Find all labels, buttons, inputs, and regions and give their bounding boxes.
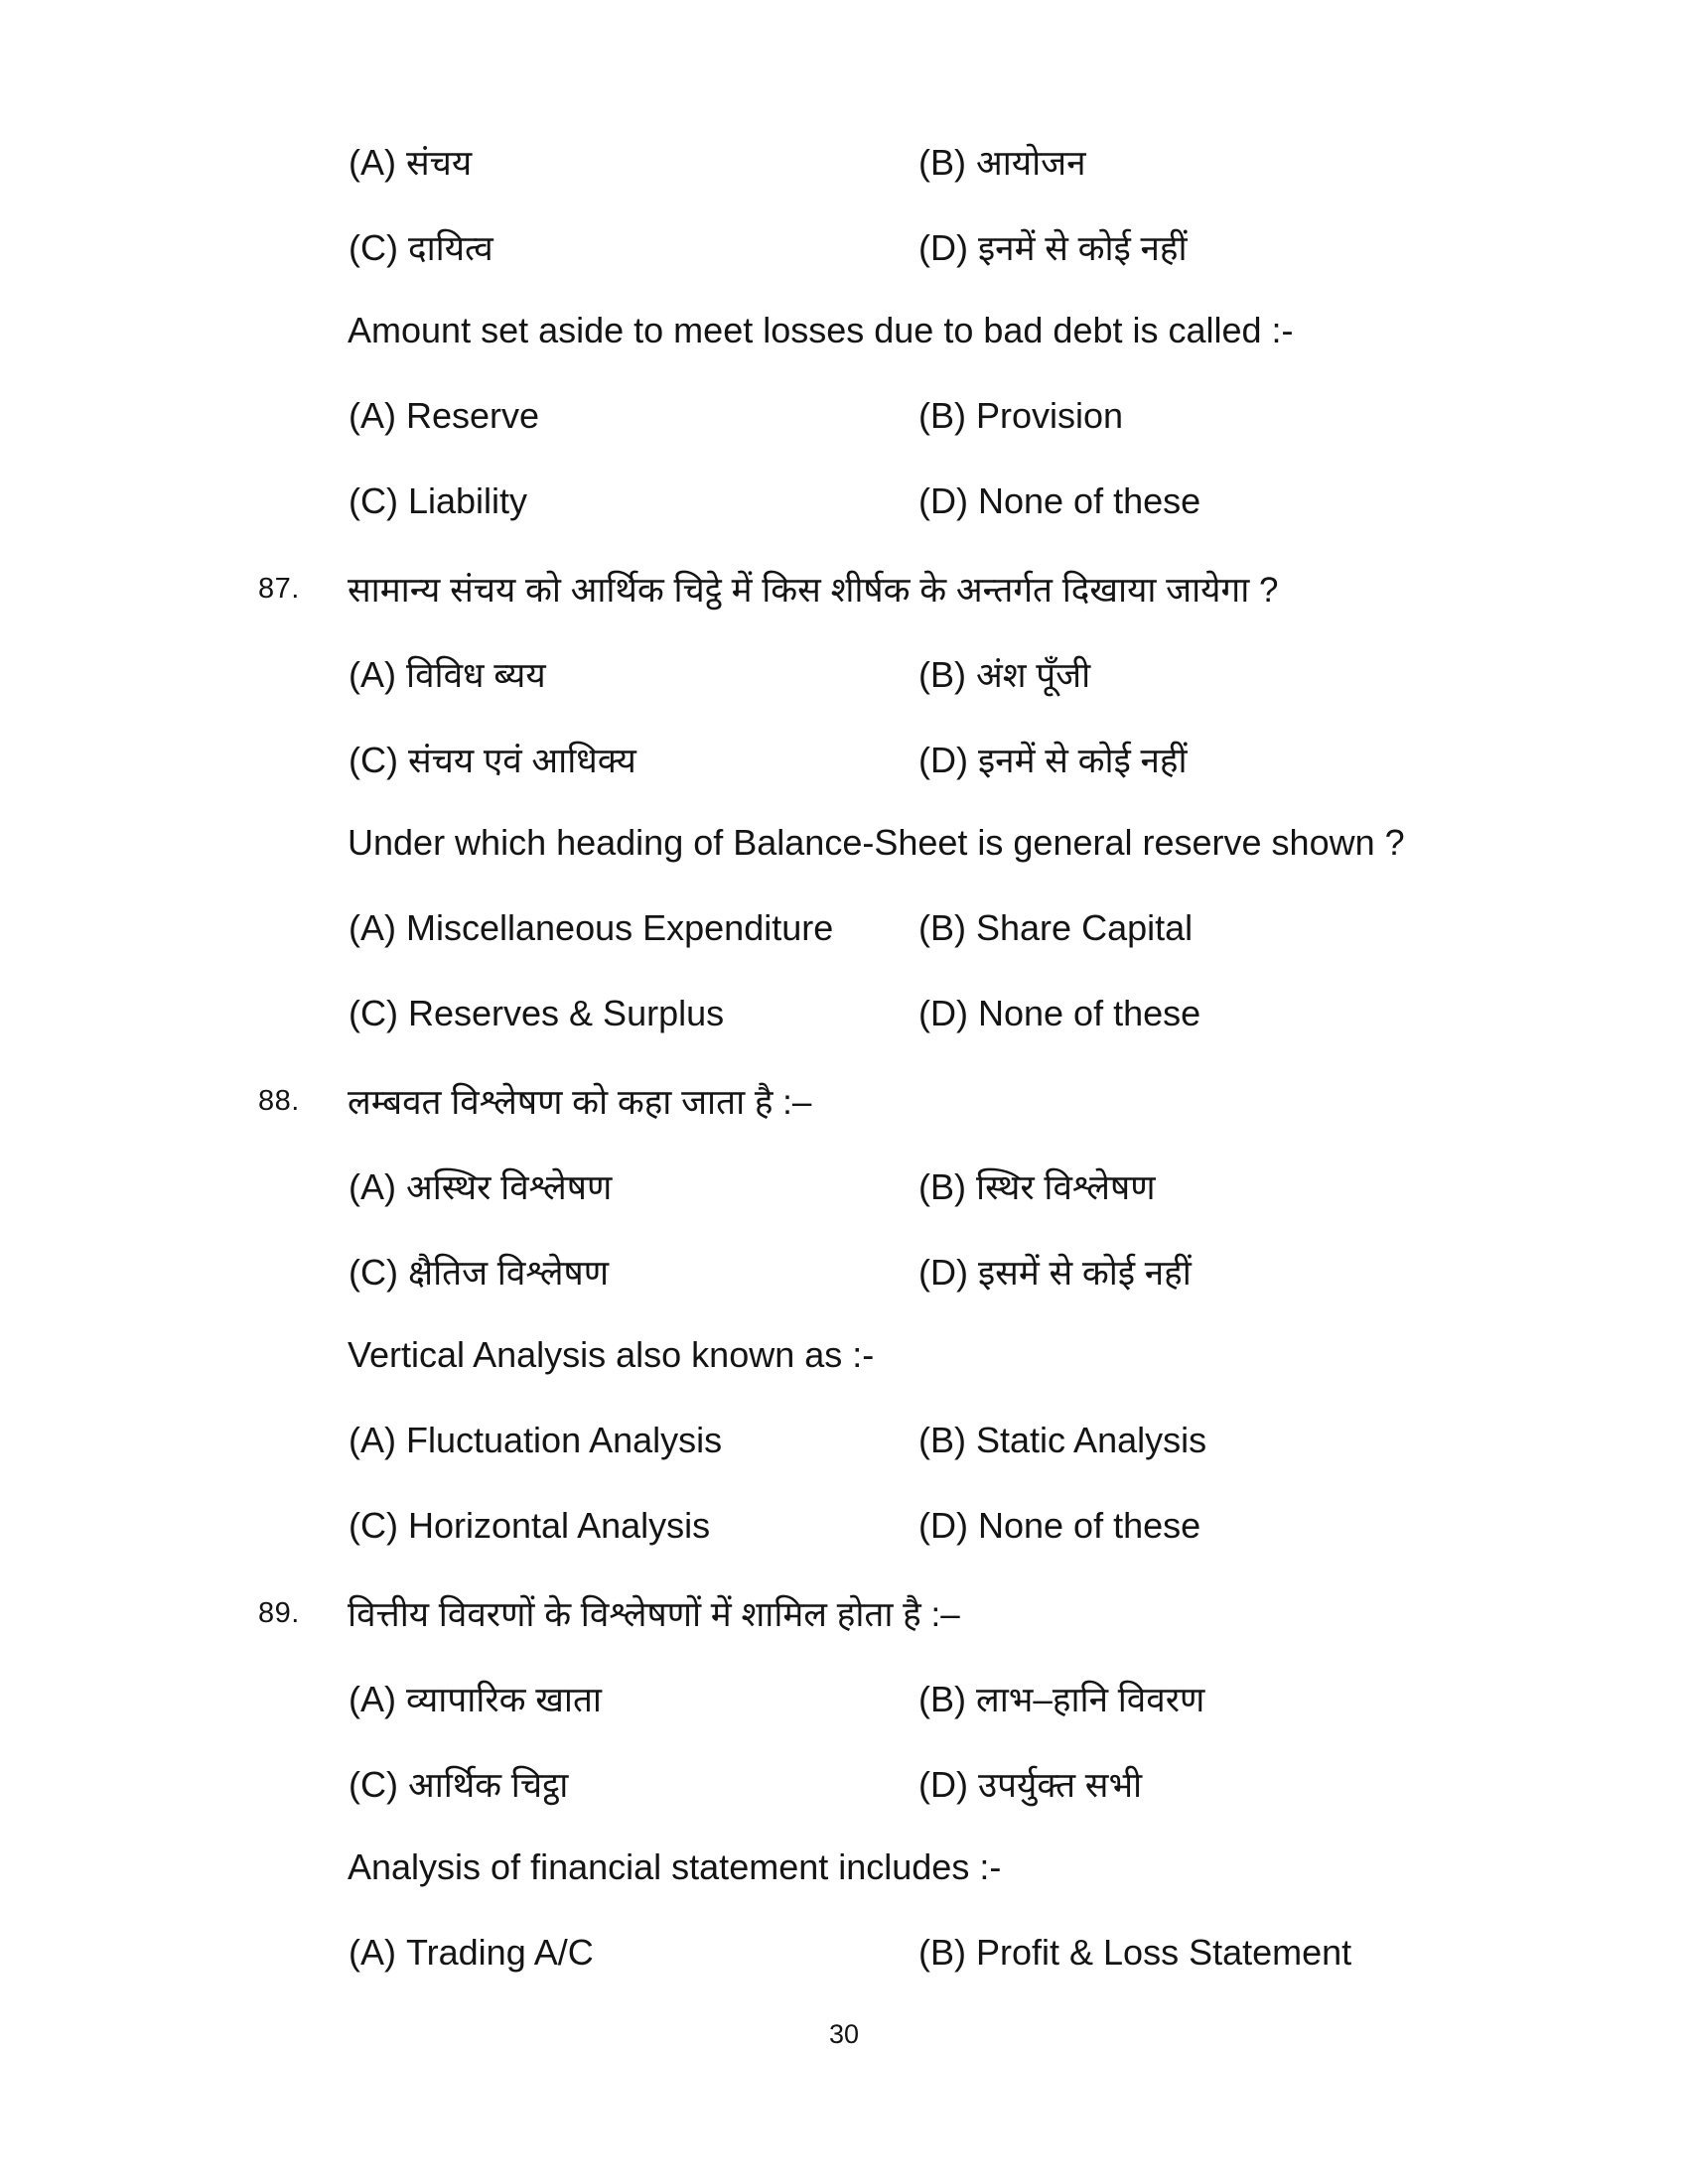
option-b-label: (B) — [918, 395, 966, 436]
option-c-text: Reserves & Surplus — [407, 993, 725, 1033]
option-b-label: (B) — [918, 1679, 966, 1719]
option-a-label: (A) — [349, 1679, 396, 1719]
english-option-row-ab — [0, 907, 1688, 993]
option-a-label: (A) — [349, 1166, 396, 1207]
option-d-text: इनमें से कोई नहीं — [977, 229, 1188, 268]
english-option-row-ab — [0, 1420, 1688, 1505]
option-d-text: None of these — [977, 993, 1201, 1033]
option-d — [918, 993, 1200, 1034]
option-a-label: (A) — [349, 1420, 396, 1460]
question-89-block — [0, 1590, 1688, 2017]
english-option-row-cd — [0, 480, 1688, 566]
option-d — [918, 1249, 1192, 1296]
english-question-row — [0, 1846, 1688, 1932]
option-c-text: दायित्व — [407, 229, 493, 268]
option-a — [349, 395, 539, 437]
hindi-option-row-cd — [0, 737, 1688, 822]
english-question-row — [0, 310, 1688, 395]
option-b — [918, 907, 1193, 949]
hindi-option-row-ab — [0, 1163, 1688, 1249]
option-d-text: उपर्युक्त सभी — [977, 1766, 1143, 1805]
option-b — [918, 395, 1123, 437]
option-a — [349, 907, 833, 949]
option-b-label: (B) — [918, 142, 966, 183]
english-option-row-cd — [0, 993, 1688, 1078]
option-a-label: (A) — [349, 142, 396, 183]
option-c — [349, 737, 636, 783]
option-b — [918, 139, 1086, 186]
option-a-text: संचय — [406, 144, 473, 183]
page-content — [0, 139, 1688, 2017]
option-b-text: आयोजन — [976, 144, 1086, 183]
hindi-option-row-ab — [0, 139, 1688, 224]
option-c-text: आर्थिक चिट्ठा — [407, 1766, 569, 1805]
option-a-text: अस्थिर विश्लेषण — [406, 1168, 613, 1207]
english-option-row-ab — [0, 395, 1688, 480]
question-text-english: Under which heading of Balance-Sheet is general reserve shown ? — [348, 822, 1405, 863]
english-option-row-cd — [0, 1505, 1688, 1590]
option-b-text: Static Analysis — [976, 1420, 1207, 1460]
option-c — [349, 1249, 609, 1296]
option-c-label: (C) — [349, 1505, 398, 1546]
option-b-text: अंश पूँजी — [976, 656, 1091, 695]
option-a-text: Miscellaneous Expenditure — [406, 907, 834, 948]
question-text-english: Analysis of financial statement includes :- — [348, 1846, 1002, 1887]
english-option-row-ab — [0, 1932, 1688, 2017]
option-b-label: (B) — [918, 1420, 966, 1460]
option-d-text: None of these — [977, 1505, 1201, 1546]
option-d-label: (D) — [918, 227, 968, 268]
option-d — [918, 480, 1200, 522]
option-a — [349, 1676, 602, 1722]
question-88-block — [0, 1078, 1688, 1590]
option-b-label: (B) — [918, 907, 966, 948]
question-text-english: Amount set aside to meet losses due to bad debt is called :- — [348, 310, 1294, 350]
option-d — [918, 1505, 1200, 1547]
option-b — [918, 1163, 1156, 1210]
question-87-block — [0, 566, 1688, 1078]
option-d-text: इनमें से कोई नहीं — [977, 742, 1188, 780]
option-c-label: (C) — [349, 740, 398, 780]
option-d-label: (D) — [918, 740, 968, 780]
option-c-label: (C) — [349, 993, 398, 1033]
hindi-option-row-cd — [0, 224, 1688, 310]
question-text-hindi: सामान्य संचय को आर्थिक चिट्ठे में किस शीर्षक के अन्तर्गत दिखाया जायेगा ? — [348, 571, 1279, 610]
option-a-label: (A) — [349, 1932, 396, 1973]
option-c-label: (C) — [349, 1252, 398, 1293]
option-c — [349, 1505, 710, 1547]
option-d-text: इसमें से कोई नहीं — [977, 1254, 1192, 1293]
english-question-row — [0, 822, 1688, 907]
hindi-option-row-ab — [0, 1676, 1688, 1761]
question-number: 88. — [258, 1085, 300, 1117]
option-a-text: व्यापारिक खाता — [406, 1681, 602, 1719]
option-b-text: Provision — [976, 395, 1124, 436]
option-b-label: (B) — [918, 1932, 966, 1973]
option-d — [918, 1761, 1142, 1808]
option-c-text: क्षैतिज विश्लेषण — [407, 1254, 609, 1293]
option-a-text: विविध ब्यय — [406, 656, 546, 695]
option-c-text: Horizontal Analysis — [407, 1505, 711, 1546]
option-c — [349, 224, 493, 271]
option-a — [349, 651, 546, 698]
option-c-label: (C) — [349, 227, 398, 268]
option-d-label: (D) — [918, 993, 968, 1033]
option-d-text: None of these — [977, 480, 1201, 521]
option-d — [918, 737, 1188, 783]
option-b-text: Share Capital — [976, 907, 1194, 948]
option-c-text: Liability — [407, 480, 528, 521]
question-text-hindi: लम्बवत विश्लेषण को कहा जाता है :– — [348, 1083, 812, 1122]
option-c-text: संचय एवं आधिक्य — [407, 742, 636, 780]
option-c — [349, 993, 724, 1034]
option-d-label: (D) — [918, 1252, 968, 1293]
option-b-text: Profit & Loss Statement — [976, 1932, 1352, 1973]
question-text-hindi: वित्तीय विवरणों के विश्लेषणों में शामिल होता है :– — [348, 1595, 960, 1634]
page-number: 30 — [828, 2019, 860, 2049]
option-b — [918, 1676, 1204, 1722]
option-b-label: (B) — [918, 1166, 966, 1207]
english-question-row — [0, 1334, 1688, 1420]
option-a — [349, 139, 472, 186]
option-a — [349, 1420, 722, 1461]
page-footer — [0, 2019, 1688, 2050]
option-d — [918, 224, 1188, 271]
question-number: 87. — [258, 573, 300, 605]
option-a-text: Trading A/C — [406, 1932, 594, 1973]
option-a — [349, 1932, 594, 1974]
option-c-label: (C) — [349, 1764, 398, 1805]
question-number: 89. — [258, 1597, 300, 1629]
question-86-block — [0, 139, 1688, 566]
hindi-question-row — [0, 1590, 1688, 1676]
option-b-text: लाभ–हानि विवरण — [976, 1681, 1205, 1719]
option-c-label: (C) — [349, 480, 398, 521]
option-d-label: (D) — [918, 480, 968, 521]
option-b — [918, 651, 1090, 698]
option-c — [349, 480, 527, 522]
option-b — [918, 1932, 1351, 1974]
hindi-option-row-cd — [0, 1249, 1688, 1334]
option-a-label: (A) — [349, 654, 396, 695]
option-c — [349, 1761, 568, 1808]
option-a-text: Fluctuation Analysis — [406, 1420, 723, 1460]
hindi-option-row-ab — [0, 651, 1688, 737]
option-a-text: Reserve — [406, 395, 540, 436]
option-a — [349, 1163, 612, 1210]
hindi-question-row — [0, 566, 1688, 651]
option-b-label: (B) — [918, 654, 966, 695]
option-a-label: (A) — [349, 395, 396, 436]
hindi-option-row-cd — [0, 1761, 1688, 1846]
question-text-english: Vertical Analysis also known as :- — [348, 1334, 875, 1375]
option-a-label: (A) — [349, 907, 396, 948]
option-d-label: (D) — [918, 1764, 968, 1805]
option-b — [918, 1420, 1206, 1461]
option-b-text: स्थिर विश्लेषण — [976, 1168, 1156, 1207]
hindi-question-row — [0, 1078, 1688, 1163]
option-d-label: (D) — [918, 1505, 968, 1546]
